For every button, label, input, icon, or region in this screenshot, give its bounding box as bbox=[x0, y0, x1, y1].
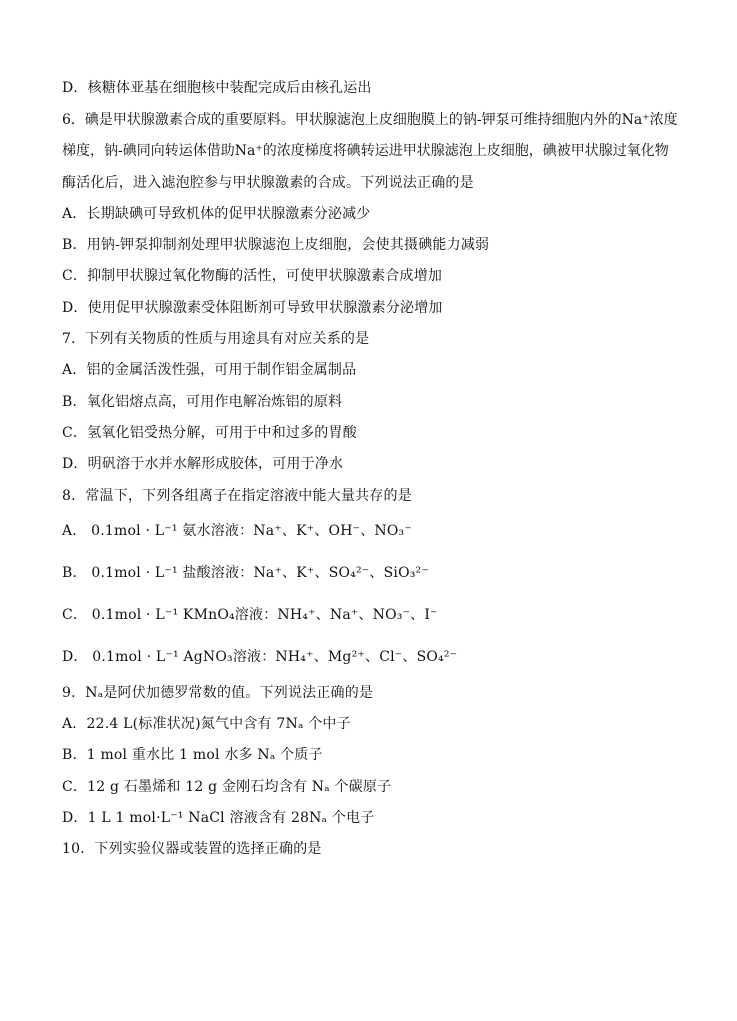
q6-stem-line-1: 6．碘是甲状腺激素合成的重要原料。甲状腺滤泡上皮细胞膜上的钠-钾泵可维持细胞内外的Na⁺浓度 bbox=[62, 112, 678, 128]
q7-option-b: B．氧化铝熔点高，可用作电解冶炼铝的原料 bbox=[62, 394, 343, 410]
q6-stem-line-2: 梯度，钠-碘同向转运体借助Na⁺的浓度梯度将碘转运进甲状腺滤泡上皮细胞，碘被甲状腺过氧化物 bbox=[62, 143, 669, 159]
q8-stem: 8．常温下，下列各组离子在指定溶液中能大量共存的是 bbox=[62, 488, 412, 504]
q8-option-b: B． 0.1mol · L⁻¹ 盐酸溶液：Na⁺、K⁺、SO₄²⁻、SiO₃²⁻ bbox=[62, 565, 429, 581]
q9-option-b: B．1 mol 重水比 1 mol 水多 Nₐ 个质子 bbox=[62, 747, 323, 763]
q6-option-d: D．使用促甲状腺激素受体阻断剂可导致甲状腺激素分泌增加 bbox=[62, 300, 443, 316]
q9-option-d: D．1 L 1 mol·L⁻¹ NaCl 溶液含有 28Nₐ 个电子 bbox=[62, 810, 375, 826]
q9-stem: 9．Nₐ是阿伏加德罗常数的值。下列说法正确的是 bbox=[62, 685, 374, 701]
q7-option-a: A．铝的金属活泼性强，可用于制作铝金属制品 bbox=[62, 362, 357, 378]
q5-option-d: D．核糖体亚基在细胞核中装配完成后由核孔运出 bbox=[62, 80, 372, 96]
q8-option-a: A． 0.1mol · L⁻¹ 氨水溶液：Na⁺、K⁺、OH⁻、NO₃⁻ bbox=[62, 523, 412, 539]
q6-option-a: A．长期缺碘可导致机体的促甲状腺激素分泌减少 bbox=[62, 206, 371, 222]
q10-stem: 10．下列实验仪器或装置的选择正确的是 bbox=[62, 841, 322, 857]
q9-option-a: A．22.4 L(标准状况)氮气中含有 7Nₐ 个中子 bbox=[62, 716, 351, 732]
q9-option-c: C．12 g 石墨烯和 12 g 金刚石均含有 Nₐ 个碳原子 bbox=[62, 779, 392, 795]
q7-option-d: D．明矾溶于水并水解形成胶体，可用于净水 bbox=[62, 456, 344, 472]
q6-option-c: C．抑制甲状腺过氧化物酶的活性，可使甲状腺激素合成增加 bbox=[62, 268, 443, 284]
q6-option-b: B．用钠-钾泵抑制剂处理甲状腺滤泡上皮细胞，会使其摄碘能力减弱 bbox=[62, 237, 490, 253]
q7-option-c: C．氢氧化铝受热分解，可用于中和过多的胃酸 bbox=[62, 425, 357, 441]
q8-option-c: C． 0.1mol · L⁻¹ KMnO₄溶液：NH₄⁺、Na⁺、NO₃⁻、I⁻ bbox=[62, 607, 438, 623]
q7-stem: 7．下列有关物质的性质与用途具有对应关系的是 bbox=[62, 331, 370, 347]
q8-option-d: D． 0.1mol · L⁻¹ AgNO₃溶液：NH₄⁺、Mg²⁺、Cl⁻、SO₄²⁻ bbox=[62, 649, 458, 665]
q6-stem-line-3: 酶活化后，进入滤泡腔参与甲状腺激素的合成。下列说法正确的是 bbox=[62, 175, 474, 191]
